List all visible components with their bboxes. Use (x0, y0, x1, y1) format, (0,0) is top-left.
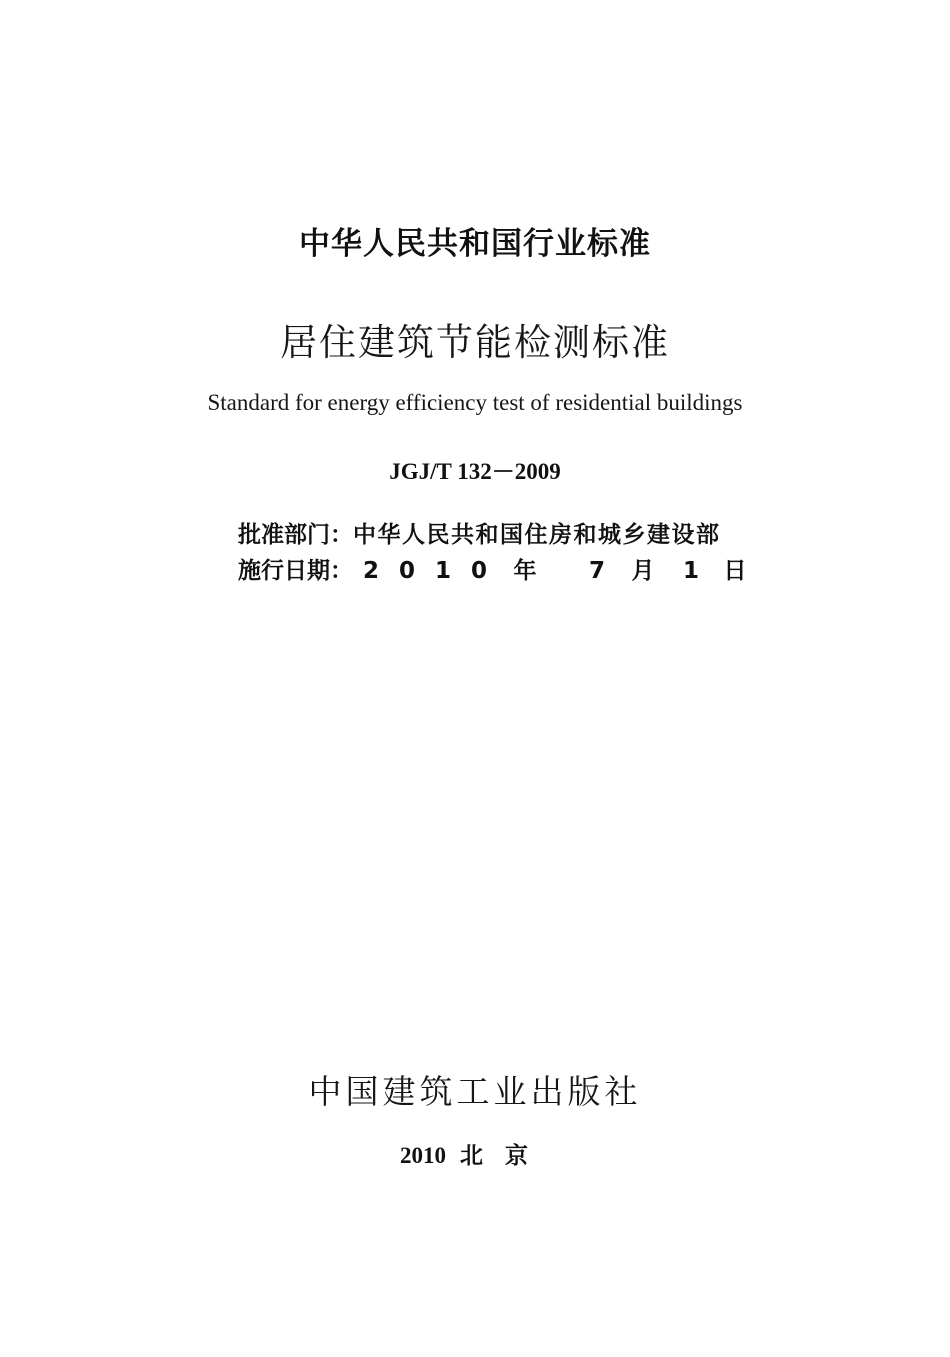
publication-line (0, 1137, 950, 1170)
publication-year: 2010 (400, 1143, 446, 1168)
month-number: 7 (588, 558, 605, 584)
year-digit: 1 (434, 558, 451, 584)
series-title: 中华人民共和国行业标准 (299, 226, 651, 262)
effective-date-row (238, 553, 755, 589)
effective-date (353, 553, 755, 589)
year-character: 年 (513, 558, 537, 584)
approval-label: 批准部门： (238, 522, 353, 548)
year-digit: 0 (470, 558, 487, 584)
year-digit: 2 (362, 558, 379, 584)
document-title-chinese: 居住建筑节能检测标准 (280, 321, 670, 364)
document-title-english: Standard for energy efficiency test of residential buildings (207, 390, 743, 415)
month-character: 月 (631, 558, 655, 584)
day-character: 日 (723, 558, 747, 584)
effective-date-label: 施行日期： (238, 558, 353, 584)
year-digit: 0 (398, 558, 415, 584)
standard-code: JGJ/T 132－2009 (389, 459, 561, 484)
publication-city: 北京 (460, 1143, 550, 1169)
day-number: 1 (682, 558, 699, 584)
approval-department: 中华人民共和国住房和城乡建设部 (353, 522, 721, 548)
publisher-name: 中国建筑工业出版社 (308, 1072, 642, 1111)
approval-row (238, 517, 755, 553)
metadata-block (238, 517, 755, 589)
